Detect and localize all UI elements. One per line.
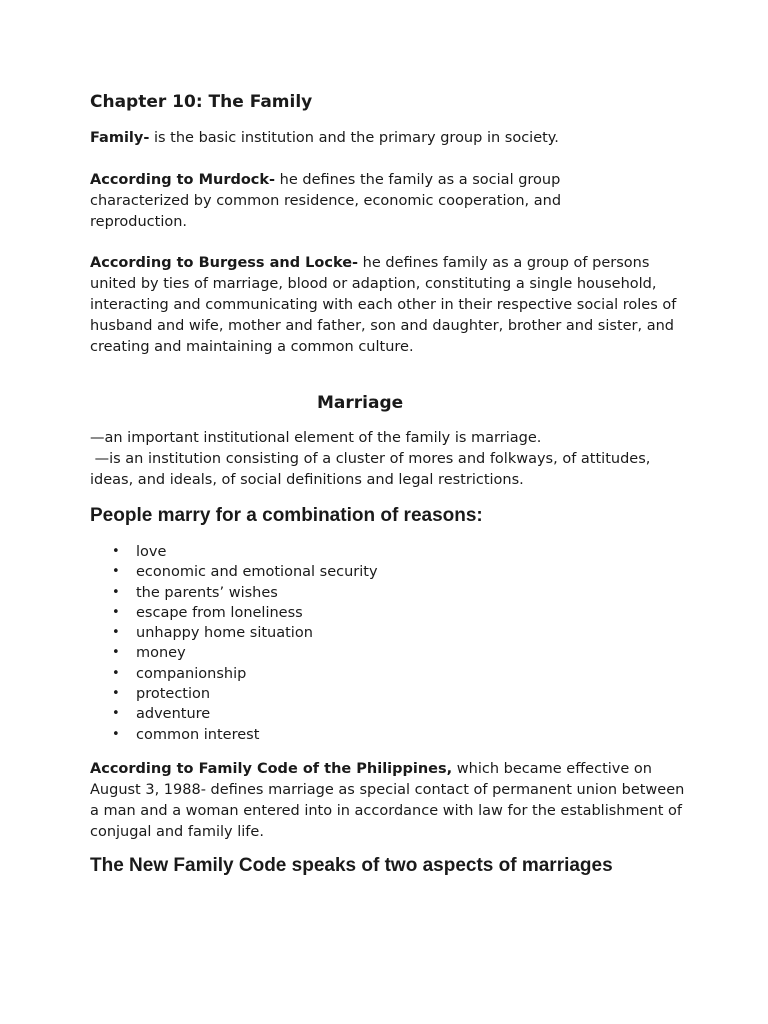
- bullet-icon: •: [112, 645, 120, 661]
- bullet-icon: •: [112, 625, 120, 641]
- bullet-icon: •: [112, 686, 120, 702]
- murdock-term: According to Murdock-: [90, 172, 276, 188]
- bullet-icon: •: [112, 604, 120, 620]
- bullet-icon: •: [112, 726, 120, 742]
- family-code-definition-text: which became effective on August 3, 1988- defines marriage as special contact of permanent union between a man and a woman entered into in accordance with law for the establishment of conjugal and family life.: [90, 761, 685, 840]
- reason-text: love: [136, 544, 167, 560]
- marriage-line-2: —is an institution consisting of a cluster of mores and folkways, of attitudes, ideas, and ideals, of social definitions and legal restrictions.: [90, 451, 655, 488]
- chapter-title: Chapter 10: The Family: [90, 92, 313, 112]
- murdock-definition: [90, 170, 590, 233]
- burgess-locke-term: According to Burgess and Locke-: [90, 255, 359, 271]
- marriage-description: [90, 428, 690, 491]
- bullet-icon: •: [112, 665, 120, 681]
- family-term: Family-: [90, 130, 150, 146]
- marriage-heading: Marriage: [317, 393, 404, 413]
- reason-text: money: [136, 645, 186, 662]
- burgess-locke-definition-text: he defines family as a group of persons united by ties of marriage, blood or adaption, constituting a single household, interacting and communicating with each other in their respective social roles of husband and wife, mother and father, son and daughter, brother and sister, and creating and maintaining a common culture.: [90, 255, 677, 355]
- bullet-icon: •: [112, 544, 120, 559]
- reason-text: common interest: [136, 726, 260, 743]
- reason-list-item: [112, 603, 378, 623]
- family-definition-text: is the basic institution and the primary group in society.: [149, 130, 559, 146]
- reason-list-item: [112, 704, 378, 724]
- family-code-term: According to Family Code of the Philippines,: [90, 761, 453, 777]
- reason-list-item: [112, 562, 378, 582]
- reason-text: escape from loneliness: [136, 604, 303, 621]
- reason-list-item: [112, 664, 378, 684]
- reason-text: adventure: [136, 706, 211, 723]
- family-code-definition: [90, 759, 690, 843]
- reason-list-item: [112, 725, 378, 745]
- marriage-line-1: —an important institutional element of the family is marriage.: [90, 430, 542, 446]
- reason-text: companionship: [136, 665, 247, 682]
- reason-list-item: [112, 643, 378, 663]
- reason-text: economic and emotional security: [136, 564, 378, 581]
- burgess-locke-definition: [90, 253, 690, 358]
- reason-list-item: [112, 684, 378, 704]
- new-family-code-heading: The New Family Code speaks of two aspects of marriages: [90, 855, 613, 876]
- reasons-list: [112, 542, 378, 745]
- reason-text: unhappy home situation: [136, 625, 313, 642]
- murdock-definition-text: he defines the family as a social group characterized by common residence, economic cooperation, and reproduction.: [90, 172, 562, 230]
- reason-list-item: [112, 542, 378, 562]
- bullet-icon: •: [112, 706, 120, 722]
- reasons-heading: People marry for a combination of reasons:: [90, 505, 483, 526]
- bullet-icon: •: [112, 564, 120, 580]
- reason-text: the parents’ wishes: [136, 584, 278, 601]
- family-definition: [90, 128, 690, 149]
- bullet-icon: •: [112, 584, 120, 600]
- reason-list-item: [112, 623, 378, 643]
- reason-list-item: [112, 583, 378, 603]
- reason-text: protection: [136, 686, 211, 703]
